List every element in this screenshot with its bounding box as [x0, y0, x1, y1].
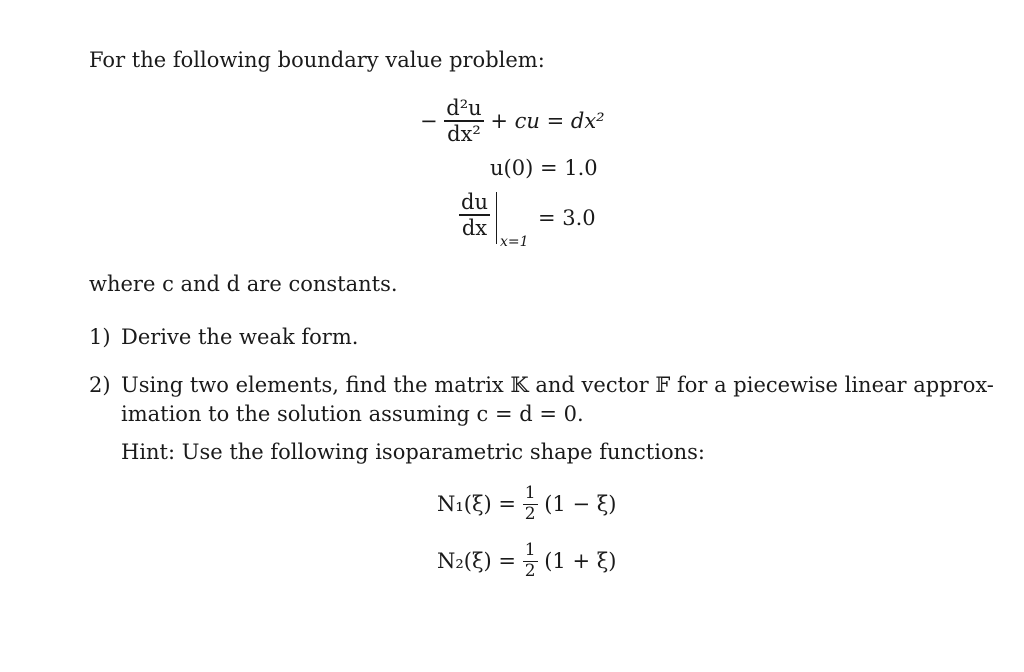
hint-text: Hint: Use the following isoparametric shape functions:	[121, 440, 705, 464]
ode-equation	[420, 96, 605, 146]
n1-frac-num: 1	[524, 483, 536, 503]
n1-rhs: (1 − ξ)	[544, 492, 617, 517]
ode-rest: + cu = dx²	[490, 108, 605, 133]
ode-frac-den: dx²	[447, 121, 481, 146]
where-text: where c and d are constants.	[89, 272, 398, 296]
n2-rhs: (1 + ξ)	[544, 549, 617, 574]
bc2-equation	[459, 190, 490, 240]
ode-fraction	[444, 96, 483, 146]
n1-fraction	[523, 484, 538, 524]
n2-lhs: N₂(ξ) =	[437, 549, 517, 574]
bc2-frac-num: du	[461, 190, 488, 214]
shape-function-n2	[437, 541, 617, 581]
bc2-fraction	[459, 190, 490, 240]
task-1-number: 1)	[89, 325, 111, 349]
bc1-equation: u(0) = 1.0	[490, 156, 598, 180]
bc2-eval-bar	[496, 192, 497, 244]
task-2-text-line2: imation to the solution assuming c = d = 0.	[121, 402, 584, 426]
ode-minus: −	[420, 108, 438, 133]
intro-text: For the following boundary value problem:	[89, 48, 545, 72]
task-2-number: 2)	[89, 373, 111, 397]
task-2-text-line1: Using two elements, find the matrix 𝕂 and vector 𝔽 for a piecewise linear approx-	[121, 373, 994, 397]
n1-lhs: N₁(ξ) =	[437, 492, 517, 517]
n2-frac-den: 2	[524, 560, 536, 581]
shape-function-n1	[437, 484, 617, 524]
task-1-text: Derive the weak form.	[121, 325, 359, 349]
bc2-rhs: = 3.0	[538, 206, 596, 230]
bc2-eval-at: x=1	[500, 234, 529, 250]
bc2-frac-den: dx	[461, 215, 488, 240]
n1-frac-den: 2	[524, 503, 536, 524]
n2-frac-num: 1	[524, 540, 536, 560]
ode-frac-num: d²u	[446, 96, 482, 120]
n2-fraction	[523, 541, 538, 581]
